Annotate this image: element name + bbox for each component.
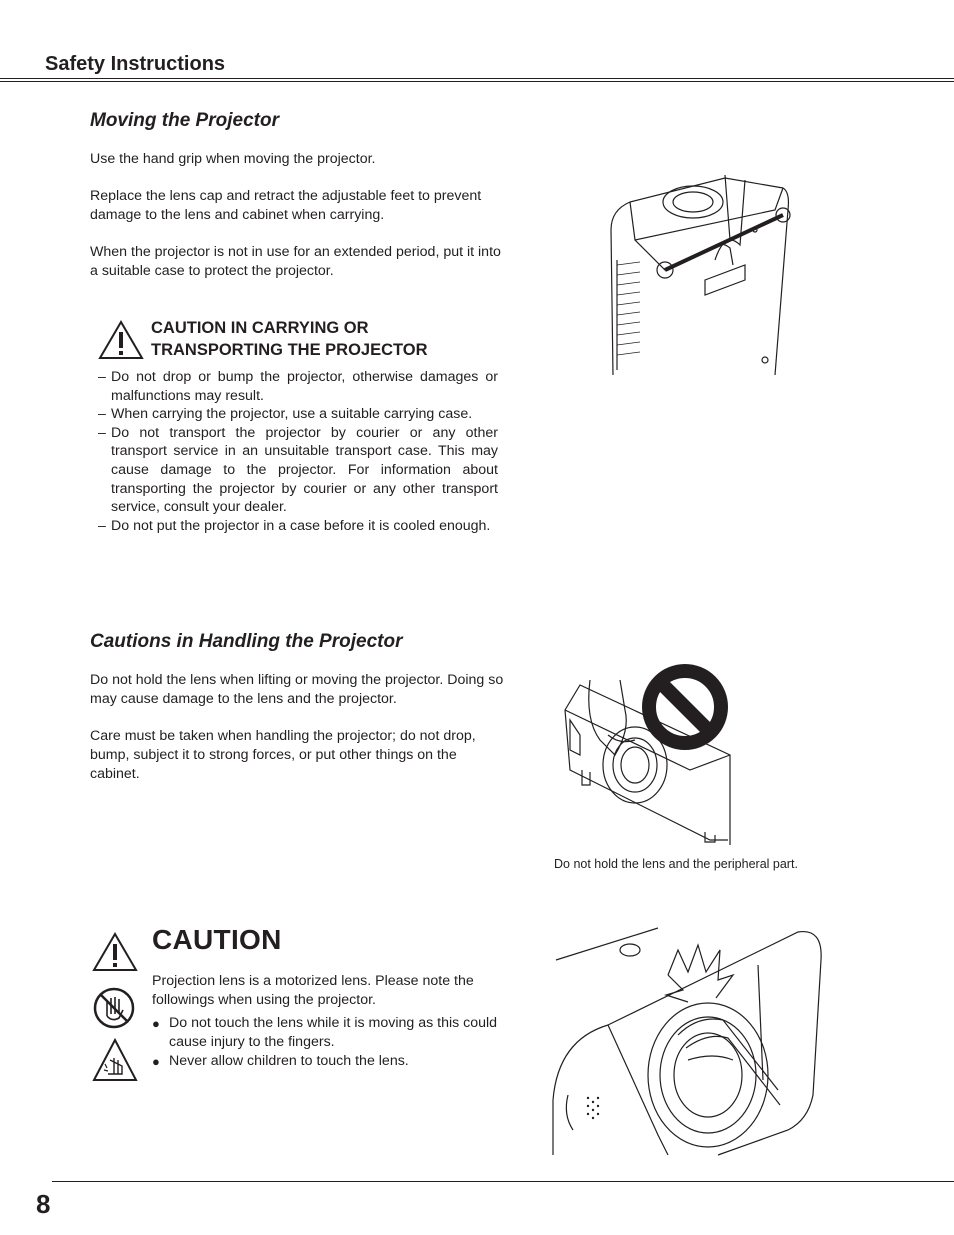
handling-paragraph-2: Care must be taken when handling the projector; do not drop, bump, subject it to strong forces, or put other things on the cabinet. — [90, 728, 476, 782]
footer-rule — [52, 1181, 954, 1182]
list-item: – When carrying the projector, use a suitable carrying case. — [98, 405, 498, 424]
header-rule-thin — [0, 81, 954, 82]
motorized-lens-illustration — [548, 920, 828, 1160]
hold-lens-caption: Do not hold the lens and the peripheral part. — [554, 857, 798, 871]
caution-list — [152, 1014, 502, 1071]
page-header-title: Safety Instructions — [45, 53, 226, 75]
moving-paragraph-3: When the projector is not in use for an extended period, put it into a suitable case to protect the projector. — [90, 244, 501, 279]
list-item: – Do not transport the projector by courier or any other transport service in an unsuitable transport case. This may cause damage to the projector. For information about transporting the projector by courier or any other transport service, consult your dealer. — [98, 424, 498, 517]
carrying-projector-illustration — [605, 170, 805, 380]
list-item: ● Do not touch the lens while it is moving as this could cause injury to the fingers. — [152, 1014, 502, 1052]
caution-carrying-list — [98, 368, 498, 535]
warning-triangle-icon — [98, 320, 144, 360]
handling-paragraph-1: Do not hold the lens when lifting or moving the projector. Doing so may cause damage to the lens and the projector. — [90, 672, 504, 707]
hold-lens-prohibited-illustration — [560, 660, 735, 850]
section-title-moving: Moving the Projector — [90, 110, 279, 131]
moving-paragraph-2: Replace the lens cap and retract the adjustable feet to prevent damage to the lens and cabinet when carrying. — [90, 188, 482, 223]
caution-carrying-heading — [151, 317, 428, 361]
list-item: – Do not drop or bump the projector, otherwise damages or malfunctions may result. — [98, 368, 498, 405]
header-rule — [0, 78, 954, 79]
caution-carrying-heading-line1: CAUTION IN CARRYING OR — [151, 319, 369, 337]
moving-paragraph-1: Use the hand grip when moving the projector. — [90, 151, 376, 167]
section-title-handling: Cautions in Handling the Projector — [90, 631, 403, 652]
pinch-finger-warning-icon — [92, 1038, 138, 1082]
list-item: – Do not put the projector in a case before it is cooled enough. — [98, 517, 498, 536]
caution-title: CAUTION — [152, 924, 282, 955]
warning-triangle-icon — [92, 932, 138, 972]
no-touch-hand-icon — [92, 986, 136, 1030]
page-number: 8 — [36, 1189, 51, 1219]
list-item: ● Never allow children to touch the lens. — [152, 1052, 502, 1071]
caution-carrying-heading-line2: TRANSPORTING THE PROJECTOR — [151, 341, 428, 359]
caution-intro: Projection lens is a motorized lens. Please note the followings when using the projector. — [152, 973, 474, 1008]
